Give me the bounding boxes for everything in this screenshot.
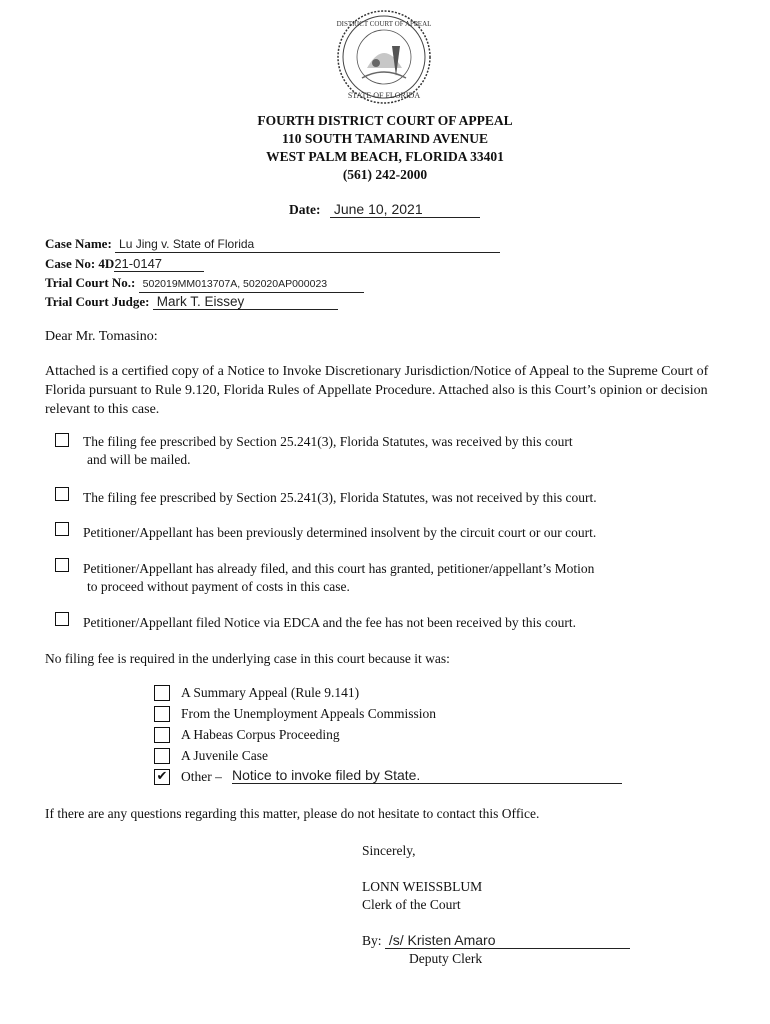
other-reason-value: Notice to invoke filed by State. bbox=[232, 767, 421, 783]
signed-by-value: /s/ Kristen Amaro bbox=[388, 932, 496, 948]
clerk-title: Clerk of the Court bbox=[362, 897, 461, 912]
fee-option-4-text: Petitioner/Appellant has already filed, and this court has granted, petitioner/appellant’s Motion bbox=[83, 561, 595, 576]
fee-option-4-checkbox[interactable] bbox=[55, 558, 69, 572]
no-fee-option-4-checkbox[interactable] bbox=[154, 748, 170, 764]
no-fee-option-1 bbox=[154, 684, 654, 705]
case-name-value: Lu Jing v. State of Florida bbox=[119, 237, 255, 251]
fee-option-5-checkbox[interactable] bbox=[55, 612, 69, 626]
court-street: 110 SOUTH TAMARIND AVENUE bbox=[282, 131, 488, 146]
no-fee-option-2-checkbox[interactable] bbox=[154, 706, 170, 722]
court-seal bbox=[332, 8, 436, 106]
no-fee-options bbox=[154, 684, 654, 789]
fee-option-3-text: Petitioner/Appellant has been previously determined insolvent by the circuit court or our court. bbox=[83, 525, 597, 540]
no-fee-option-4 bbox=[154, 747, 654, 768]
trial-court-no-field[interactable] bbox=[139, 277, 364, 293]
date-value: June 10, 2021 bbox=[333, 201, 423, 217]
fee-option-5-text: Petitioner/Appellant filed Notice via EDCA and the fee has not been received by this court. bbox=[83, 615, 576, 630]
fee-option-1-text-cont: and will be mailed. bbox=[87, 452, 191, 467]
closing-line: If there are any questions regarding this matter, please do not hesitate to contact this Office. bbox=[45, 806, 540, 821]
salutation: Dear Mr. Tomasino: bbox=[45, 329, 158, 344]
seal-bottom-text: STATE OF FLORIDA bbox=[347, 91, 421, 100]
no-fee-intro: No filing fee is required in the underlying case in this court because it was: bbox=[45, 651, 450, 666]
signed-by-field[interactable] bbox=[385, 933, 630, 949]
court-phone: (561) 242-2000 bbox=[342, 167, 428, 182]
case-no-field[interactable] bbox=[114, 256, 204, 272]
case-no-value: 21-0147 bbox=[114, 256, 163, 271]
trial-judge-value: Mark T. Eissey bbox=[156, 294, 245, 309]
trial-judge-row bbox=[45, 294, 338, 310]
sincerely-text: Sincerely, bbox=[362, 843, 416, 858]
signed-by-row bbox=[362, 932, 702, 950]
no-fee-option-2-label: From the Unemployment Appeals Commission bbox=[181, 706, 436, 721]
fee-option-3-checkbox[interactable] bbox=[55, 522, 69, 536]
signed-by-label: By: bbox=[362, 933, 382, 948]
intro-paragraph: Attached is a certified copy of a Notice to Invoke Discretionary Jurisdiction/Notice of Appeal to the Supreme Court of Florida pursuant to Rule 9.120, Florida Rules of Appellate Procedure. Attached also is this Court’s opinion or decision relevant to this case. bbox=[45, 364, 709, 417]
fee-option-4-text-cont: to proceed without payment of costs in this case. bbox=[87, 579, 350, 594]
no-fee-option-5-checkbox[interactable] bbox=[154, 769, 170, 785]
date-label: Date: bbox=[289, 202, 321, 217]
court-name: FOURTH DISTRICT COURT OF APPEAL bbox=[257, 113, 513, 128]
no-fee-option-3 bbox=[154, 726, 654, 747]
no-fee-option-1-checkbox[interactable] bbox=[154, 685, 170, 701]
clerk-name: LONN WEISSBLUM bbox=[362, 879, 483, 894]
no-fee-option-5-label: Other – bbox=[181, 769, 222, 784]
court-city: WEST PALM BEACH, FLORIDA 33401 bbox=[266, 149, 504, 164]
trial-judge-field[interactable] bbox=[153, 294, 338, 310]
case-name-label: Case Name: bbox=[45, 236, 112, 251]
fee-option-2-checkbox[interactable] bbox=[55, 487, 69, 501]
court-header bbox=[0, 112, 770, 184]
no-fee-option-2 bbox=[154, 705, 654, 726]
trial-court-no-value: 502019MM013707A, 502020AP000023 bbox=[142, 278, 328, 290]
fee-option-2-text: The filing fee prescribed by Section 25.241(3), Florida Statutes, was not received by this court. bbox=[83, 490, 597, 505]
fee-option-1-checkbox[interactable] bbox=[55, 433, 69, 447]
case-name-field[interactable] bbox=[115, 237, 500, 253]
date-field[interactable] bbox=[330, 202, 480, 218]
deputy-clerk-title: Deputy Clerk bbox=[409, 951, 483, 966]
no-fee-option-3-checkbox[interactable] bbox=[154, 727, 170, 743]
trial-judge-label: Trial Court Judge: bbox=[45, 294, 150, 309]
trial-court-no-row bbox=[45, 275, 364, 293]
fee-option-1-text: The filing fee prescribed by Section 25.241(3), Florida Statutes, was received by this court bbox=[83, 434, 573, 449]
signature-block bbox=[362, 842, 702, 968]
case-no-row bbox=[45, 256, 204, 272]
case-no-label: Case No: 4D bbox=[45, 256, 115, 271]
no-fee-option-5 bbox=[154, 768, 654, 789]
seal-top-text: DISTRICT COURT OF APPEAL bbox=[336, 20, 432, 28]
no-fee-option-3-label: A Habeas Corpus Proceeding bbox=[181, 727, 340, 742]
check-mark-icon: ✔ bbox=[156, 769, 168, 784]
other-reason-field[interactable] bbox=[232, 768, 622, 784]
case-name-row bbox=[45, 236, 500, 253]
trial-court-no-label: Trial Court No.: bbox=[45, 275, 136, 290]
date-row bbox=[289, 202, 480, 218]
no-fee-option-1-label: A Summary Appeal (Rule 9.141) bbox=[181, 685, 360, 700]
no-fee-option-4-label: A Juvenile Case bbox=[181, 748, 268, 763]
